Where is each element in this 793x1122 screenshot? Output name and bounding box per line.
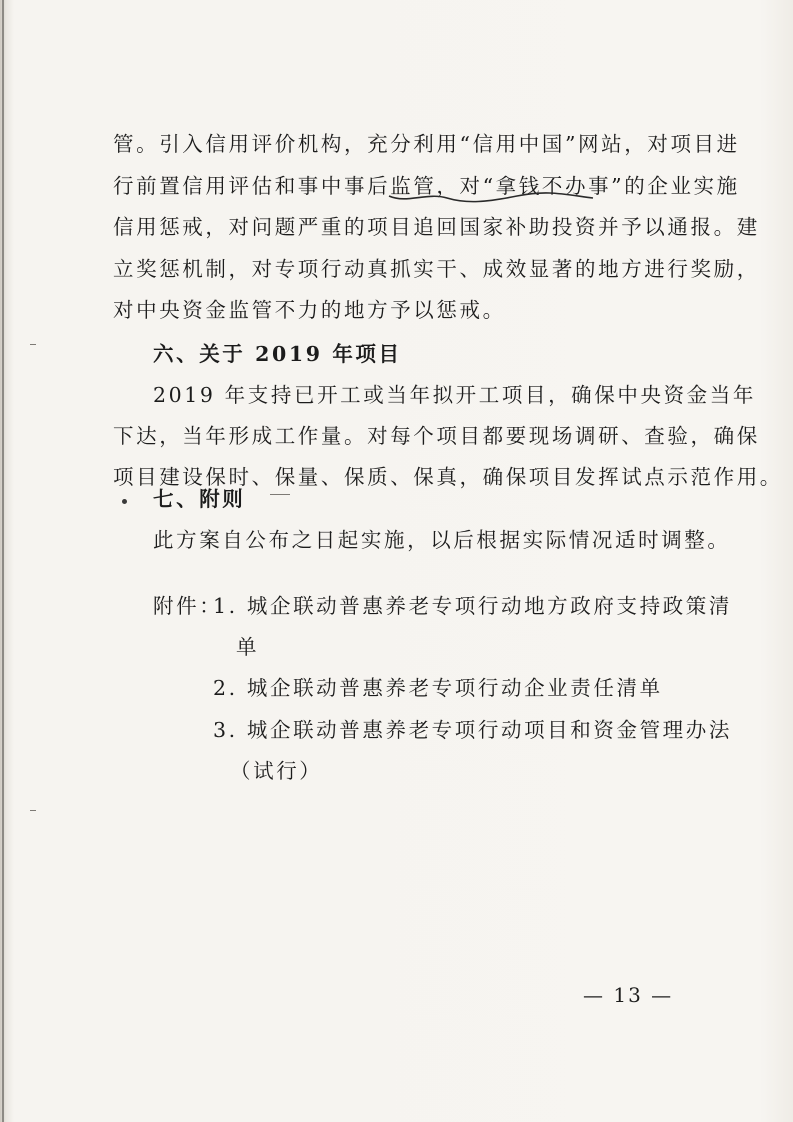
paragraph-line-2: 行前置信用评估和事中事后监管，对“拿钱不办事”的企业实施 — [113, 174, 740, 198]
scan-artifact-mark — [270, 494, 290, 495]
section-six-line-2: 下达，当年形成工作量。对每个项目都要现场调研、查验，确保 — [113, 424, 760, 448]
attachment-item-1: 1. 城企联动普惠养老专项行动地方政府支持政策清 — [213, 594, 732, 618]
attachment-item-1-continued: 单 — [236, 635, 260, 659]
section-seven-heading: 七、附则 — [153, 487, 246, 511]
paragraph-line-3: 信用惩戒，对问题严重的项目追回国家补助投资并予以通报。建 — [113, 215, 760, 239]
section-seven-line-1: 此方案自公布之日起实施，以后根据实际情况适时调整。 — [153, 528, 731, 552]
margin-mark — [30, 344, 36, 345]
paragraph-line-4: 立奖惩机制，对专项行动真抓实干、成效显著的地方进行奖励， — [113, 257, 760, 281]
page-number: — 13 — — [583, 983, 674, 1007]
attachment-item-3-continued: （试行） — [230, 759, 323, 783]
paragraph-line-1: 管。引入信用评价机构，充分利用“信用中国”网站，对项目进 — [113, 132, 740, 156]
handwritten-underline — [387, 190, 595, 204]
margin-mark — [30, 810, 36, 811]
section-six-line-3: 项目建设保时、保量、保质、保真，确保项目发挥试点示范作用。 — [113, 465, 783, 489]
paragraph-line-5: 对中央资金监管不力的地方予以惩戒。 — [113, 298, 506, 322]
scan-edge-line — [2, 0, 4, 1122]
attachment-item-2: 2. 城企联动普惠养老专项行动企业责任清单 — [213, 676, 663, 700]
ink-speck — [122, 499, 127, 504]
section-six-line-1: 2019 年支持已开工或当年拟开工项目，确保中央资金当年 — [153, 383, 756, 407]
attachment-item-3: 3. 城企联动普惠养老专项行动项目和资金管理办法 — [213, 718, 732, 742]
section-six-heading: 六、关于 2019 年项目 — [153, 342, 402, 366]
attachments-label: 附件： — [153, 594, 223, 618]
